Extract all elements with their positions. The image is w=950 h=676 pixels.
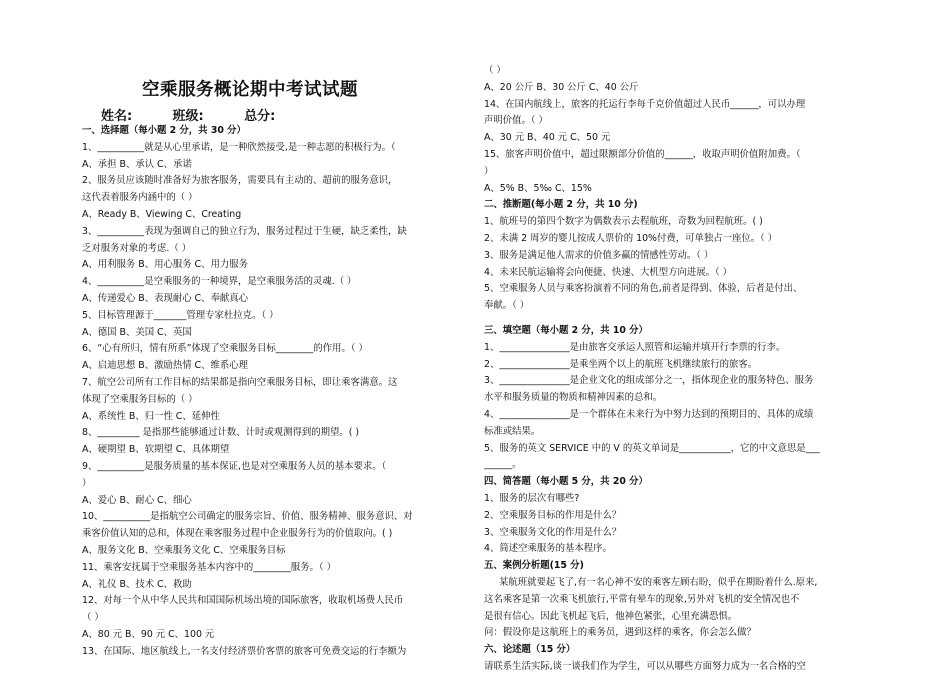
section-heading: 四、简答题（每小题 5 分，共 20 分） bbox=[484, 476, 648, 488]
question-line: 体现了空乘服务目标的（ ） bbox=[82, 393, 198, 405]
question-line: 1、__________就是从心里承诺，是一种欣然接受,是一种志愿的积极行为。（ bbox=[82, 141, 396, 153]
student-info-row bbox=[101, 105, 275, 124]
question-line: 14、在国内航线上，旅客的托运行李每千克价值超过人民币______，可以办理 bbox=[484, 98, 806, 110]
question-line: 15、旅客声明价值中，超过限额部分价值的______，收取声明价值附加费。（ bbox=[484, 148, 801, 160]
question-line: A、80 元 B、90 元 C、100 元 bbox=[82, 628, 215, 640]
question-line: 10、__________是指航空公司确定的服务宗旨、价值、服务精神、服务意识、对 bbox=[82, 511, 413, 523]
question-line: 3、__________表现为强调自己的独立行为，服务过程过于生硬，缺乏柔性，缺 bbox=[82, 225, 407, 237]
name-label: 姓名: bbox=[101, 109, 133, 124]
left-question-list bbox=[82, 123, 467, 661]
question-line: A、启迪思想 B、激励热情 C、维系心理 bbox=[82, 360, 248, 372]
section-heading: 六、论述题（15 分） bbox=[484, 644, 576, 656]
question-line: 乏对服务对象的考虑.（ ） bbox=[82, 242, 192, 254]
question-line: 2、_______________是乘坐两个以上的航班飞机继续旅行的旅客。 bbox=[484, 358, 758, 370]
question-line: 请联系生活实际,谈一谈我们作为学生，可以从哪些方面努力成为一名合格的空 bbox=[484, 660, 806, 672]
question-line: 11、乘客安抚属于空乘服务基本内容中的________服务。（ ） bbox=[82, 561, 336, 573]
question-line: 9、__________是服务质量的基本保证,也是对空乘服务人员的基本要求。（ bbox=[82, 460, 387, 472]
question-line: ） bbox=[82, 477, 92, 489]
question-line: ） bbox=[484, 165, 494, 177]
class-label: 班级: bbox=[172, 109, 204, 124]
question-line: 5、目标管理源于_______管理专家杜拉克。（ ） bbox=[82, 309, 279, 321]
question-line: 水平和服务质量的物质和精神因素的总和。 bbox=[484, 392, 663, 404]
question-line: 7、航空公司所有工作目标的结果都是指向空乘服务目标，即让乘客满意。这 bbox=[82, 376, 398, 388]
question-line: 这名乘客是第一次乘飞机旅行,平常有晕车的现象,另外对飞机的安全情况也不 bbox=[484, 593, 800, 605]
question-line: A、30 元 B、40 元 C、50 元 bbox=[484, 132, 611, 144]
question-line: 乘客价值认知的总和，体现在乘客服务过程中企业服务行为的价值取向。( ) bbox=[82, 528, 393, 540]
question-line: 13、在国际、地区航线上,一名支付经济票价客票的旅客可免费交运的行李额为 bbox=[82, 645, 407, 657]
question-line: 4、简述空乘服务的基本程序。 bbox=[484, 543, 612, 555]
right-question-list bbox=[484, 63, 874, 676]
question-line: 是很有信心。因此飞机起飞后，他神色紧张，心里充满恐惧。 bbox=[484, 610, 738, 622]
section-heading: 三、填空题（每小题 2 分，共 10 分） bbox=[484, 324, 648, 336]
question-line: 3、空乘服务文化的作用是什么？ bbox=[484, 526, 622, 538]
question-line: 1、航班号的第四个数字为偶数表示去程航班，奇数为回程航班。( ) bbox=[484, 216, 763, 228]
question-line: （ ） bbox=[484, 65, 506, 76]
score-label: 总分: bbox=[244, 109, 276, 124]
question-line: ______。 bbox=[484, 459, 522, 471]
question-line: 奉献。（ ） bbox=[484, 300, 530, 312]
question-line: 5、空乘服务人员与乘客扮演着不同的角色,前者是得到、体验，后者是付出、 bbox=[484, 283, 803, 295]
question-line: 1、_______________是由旅客交承运人照管和运输并填开行李票的行李。 bbox=[484, 341, 786, 353]
question-line: （ ） bbox=[82, 612, 104, 624]
question-line: A、承担 B、承认 C、承诺 bbox=[82, 158, 192, 170]
question-line: A、5% B、5‰ C、15% bbox=[484, 182, 592, 194]
question-line: 4、__________是空乘服务的一种境界，是空乘服务活的灵魂.（ ） bbox=[82, 276, 357, 288]
question-line: 2、服务员应该随时准备好为旅客服务，需要具有主动的、超前的服务意识， bbox=[82, 175, 398, 187]
question-line: A、系统性 B、归一性 C、延伸性 bbox=[82, 410, 220, 422]
question-line: 这代表着服务内涵中的（ ） bbox=[82, 192, 198, 204]
question-line: A、服务文化 B、空乘服务文化 C、空乘服务目标 bbox=[82, 544, 286, 556]
question-line: A、传递爱心 B、表现耐心 C、奉献真心 bbox=[82, 292, 248, 304]
question-line: 问：假设你是这航班上的乘务员，遇到这样的乘客，你会怎么做？ bbox=[484, 627, 756, 639]
question-line: 3、服务是满足他人需求的价值多赢的情感性劳动。（ ） bbox=[484, 249, 714, 261]
section-heading: 五、案例分析题(15 分) bbox=[484, 560, 584, 572]
question-line: A、Ready B、Viewing C、Creating bbox=[82, 208, 242, 220]
question-line: 1、服务的层次有哪些? bbox=[484, 492, 580, 504]
question-line: 2、未满 2 周岁的婴儿按成人票价的 10%付费，可单独占一座位。（ ） bbox=[484, 232, 778, 244]
question-line: 5、服务的英文 SERVICE 中的 V 的英文单词是___________，它的中文意思是___ bbox=[484, 442, 820, 454]
question-line: A、爱心 B、耐心 C、细心 bbox=[82, 494, 192, 506]
question-line: 3、_______________是企业文化的组成部分之一，指体现企业的服务特色、服务 bbox=[484, 375, 814, 387]
question-line: A、20 公斤 B、30 公斤 C、40 公斤 bbox=[484, 81, 639, 93]
question-line: A、德国 B、美国 C、英国 bbox=[82, 326, 192, 338]
question-line: 12、对每一个从中华人民共和国国际机场出境的国际旅客，收取机场费人民币 bbox=[82, 595, 404, 607]
page-title: 空乘服务概论期中考试试题 bbox=[142, 80, 358, 100]
question-line: A、用利服务 B、用心服务 C、用力服务 bbox=[82, 259, 248, 271]
question-line: A、礼仪 B、技术 C、救助 bbox=[82, 578, 192, 590]
question-line: 4、_______________是一个群体在未来行为中努力达到的预期目的、具体的成绩 bbox=[484, 408, 814, 420]
question-line: 声明价值。（ ） bbox=[484, 115, 548, 127]
question-line: 某航班就要起飞了,有一名心神不安的乘客左顾右盼，似乎在期盼着什么.原来, bbox=[499, 576, 818, 588]
question-line: 4、未来民航运输将会向便捷、快速、大机型方向进展。（ ） bbox=[484, 266, 733, 278]
question-line: 8、_________ 是指那些能够通过计数、计时或观测得到的期望。( ) bbox=[82, 427, 360, 439]
question-line: A、硬期望 B、软期望 C、具体期望 bbox=[82, 444, 230, 456]
question-line: 标准或结果。 bbox=[484, 425, 541, 437]
question-line: 2、空乘服务目标的作用是什么？ bbox=[484, 509, 622, 521]
question-line: 6、“心有所归，情有所系”体现了空乘服务目标________的作用。（ ） bbox=[82, 343, 368, 355]
section-heading: 二、推断题(每小题 2 分，共 10 分) bbox=[484, 199, 638, 211]
section-heading: 一、选择题（每小题 2 分，共 30 分） bbox=[82, 125, 246, 136]
